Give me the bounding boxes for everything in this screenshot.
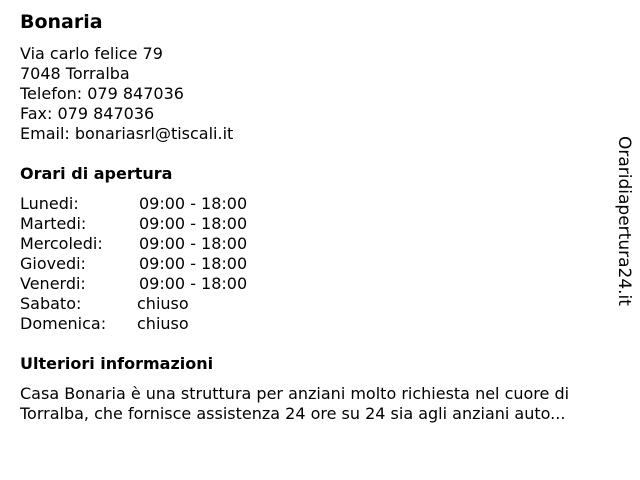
day-label: Sabato: [20,294,82,313]
day-label: Lunedi: [20,194,79,213]
hours-row-wednesday [20,234,320,254]
day-label: Domenica: [20,314,107,333]
address-city: 7048 Torralba [20,64,130,83]
additional-info-heading: Ulteriori informazioni [20,354,214,373]
opening-hours-table [20,194,320,334]
day-label: Giovedi: [20,254,86,273]
address-street: Via carlo felice 79 [20,44,163,63]
business-name: Bonaria [20,11,103,33]
time-value: 09:00 - 18:00 [139,194,248,213]
additional-info-text [20,384,620,424]
day-label: Venerdi: [20,274,86,293]
site-brand-label: Oraridiapertura24.it [614,136,634,306]
time-value: chiuso [137,314,189,333]
time-value: 09:00 - 18:00 [139,234,248,253]
day-label: Mercoledi: [20,234,103,253]
fax-number: Fax: 079 847036 [20,104,155,123]
day-label: Martedi: [20,214,87,233]
hours-row-sunday [20,314,320,334]
hours-row-thursday [20,254,320,274]
hours-row-monday [20,194,320,214]
email-address[interactable]: Email: bonariasrl@tiscali.it [20,124,234,143]
info-line: Casa Bonaria è una struttura per anziani molto richiesta nel cuore di [20,384,570,403]
hours-row-saturday [20,294,320,314]
time-value: 09:00 - 18:00 [139,214,248,233]
phone-number[interactable]: Telefon: 079 847036 [20,84,184,103]
time-value: 09:00 - 18:00 [139,254,248,273]
hours-row-tuesday [20,214,320,234]
opening-hours-heading: Orari di apertura [20,164,173,183]
time-value: 09:00 - 18:00 [139,274,248,293]
hours-row-friday [20,274,320,294]
contact-details [20,44,233,144]
info-line: Torralba, che fornisce assistenza 24 ore su 24 sia agli anziani auto... [20,404,566,423]
time-value: chiuso [137,294,189,313]
